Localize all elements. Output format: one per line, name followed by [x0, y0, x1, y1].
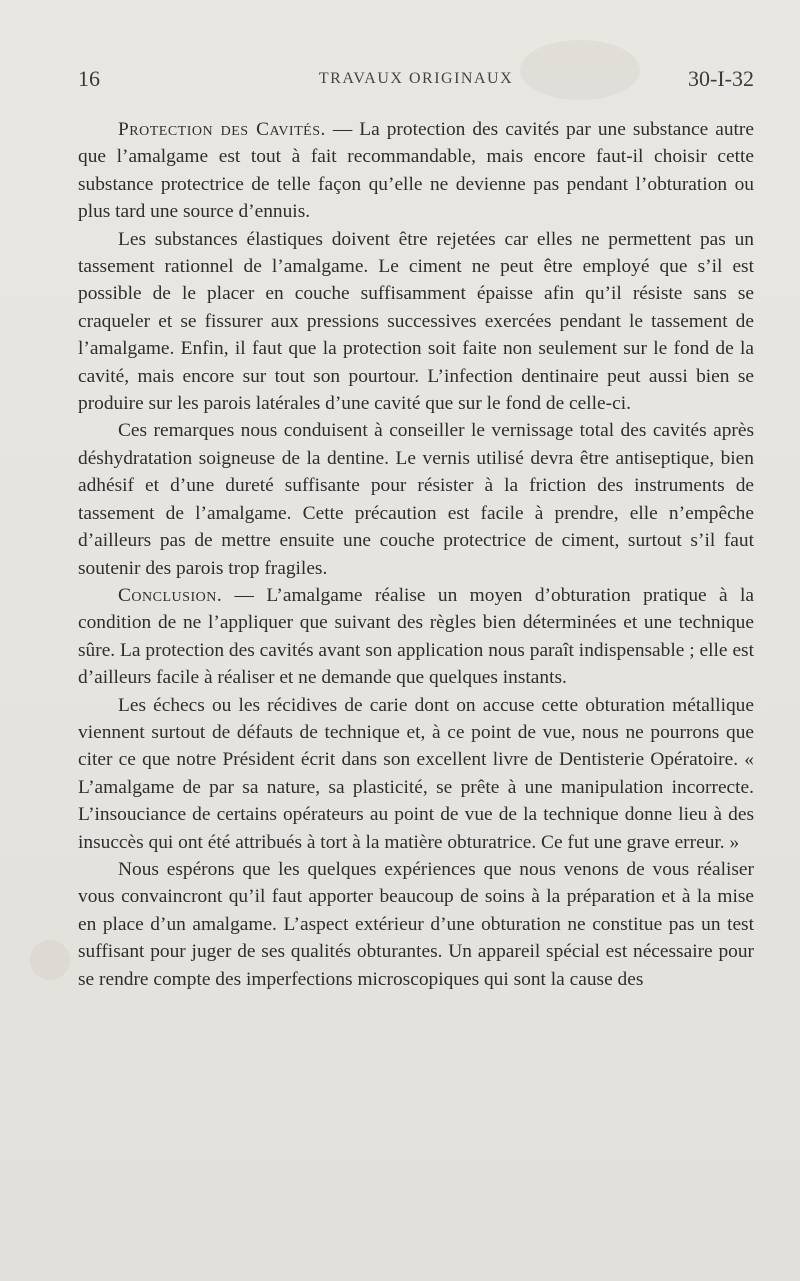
paragraph	[78, 226, 754, 418]
paragraph	[78, 856, 754, 993]
paragraph-text: Les échecs ou les récidives de carie dont on accuse cette obturation métallique viennent surtout de défauts de technique et, à ce point de vue, nous ne pourrons que citer ce que notre Président écrit dans son excellent livre de Dentisterie Opératoire. « L’amalgame de par sa nature, sa plasticité, se prête à une manipulation incorrecte. L’insouciance de certains opérateurs au point de vue de la technique donne lieu à des insuccès qui ont été attribués à tort à la matière obturatrice. Ce fut une grave erreur. »	[78, 694, 754, 853]
paragraph-text: Ces remarques nous conduisent à conseiller le vernissage total des cavités après déshydratation soigneuse de la dentine. Le vernis utilisé devra être antiseptique, bien adhésif et d’une dureté suffisante pour résister à la friction des instruments de tassement de l’amalgame. Cette précaution est facile à prendre, elle n’empêche d’ailleurs pas de mettre ensuite une couche protectrice de ciment, surtout s’il faut soutenir des parois trop fragiles.	[78, 420, 754, 579]
paragraph	[78, 692, 754, 856]
section-heading: Conclusion.	[118, 584, 223, 606]
paragraph-text: Les substances élastiques doivent être rejetées car elles ne permettent pas un tassement rationnel de l’amalgame. Le ciment ne peut être employé que s’il est possible de le placer en couche suffisamment épaisse afin qu’il résiste sans se craqueler et se fissurer aux pressions successives exercées pendant le tassement de l’amalgame. Enfin, il faut que la protection soit faite non seulement sur le fond de la cavité, mais encore sur tout son pourtour. L’infection dentinaire peut aussi bien se produire sur les parois latérales d’une cavité que sur le fond de celle-ci.	[78, 228, 754, 415]
paragraph-protection-des-cavites	[78, 116, 754, 226]
paragraph	[78, 417, 754, 581]
body-text	[78, 116, 754, 993]
page-number: 16	[78, 66, 100, 91]
paragraph-text: — L’amalgame réalise un moyen d’obturation pratique à la condition de ne l’appliquer que suivant des règles bien déterminées et une technique sûre. La protection des cavités avant son application nous paraît indispensable ; elle est d’ailleurs facile à réaliser et ne demande que quelques instants.	[78, 584, 754, 689]
paragraph-text: — La protection des cavités par une substance autre que l’amalgame est tout à fait recommandable, mais encore faut-il choisir cette substance protectrice de telle façon qu’elle ne devienne pas pendant l’obturation ou plus tard une source d’ennuis.	[78, 119, 754, 223]
paper-stain	[30, 940, 70, 980]
running-head	[78, 66, 754, 100]
paragraph-text: Nous espérons que les quelques expériences que nous venons de vous réaliser vous convaincront qu’il faut apporter beaucoup de soins à la préparation et à la mise en place d’un amalgame. L’aspect extérieur d’une obturation ne constitue pas un test suffisant pour juger de ses qualités obturantes. Un appareil spécial est nécessaire pour se rendre compte des imperfections microscopiques qui sont la cause des	[78, 858, 754, 990]
issue-date: 30-I-32	[688, 66, 754, 91]
journal-title: TRAVAUX ORIGINAUX	[318, 70, 514, 87]
section-heading: Protection des Cavités.	[118, 119, 326, 140]
paragraph-conclusion	[78, 582, 754, 692]
